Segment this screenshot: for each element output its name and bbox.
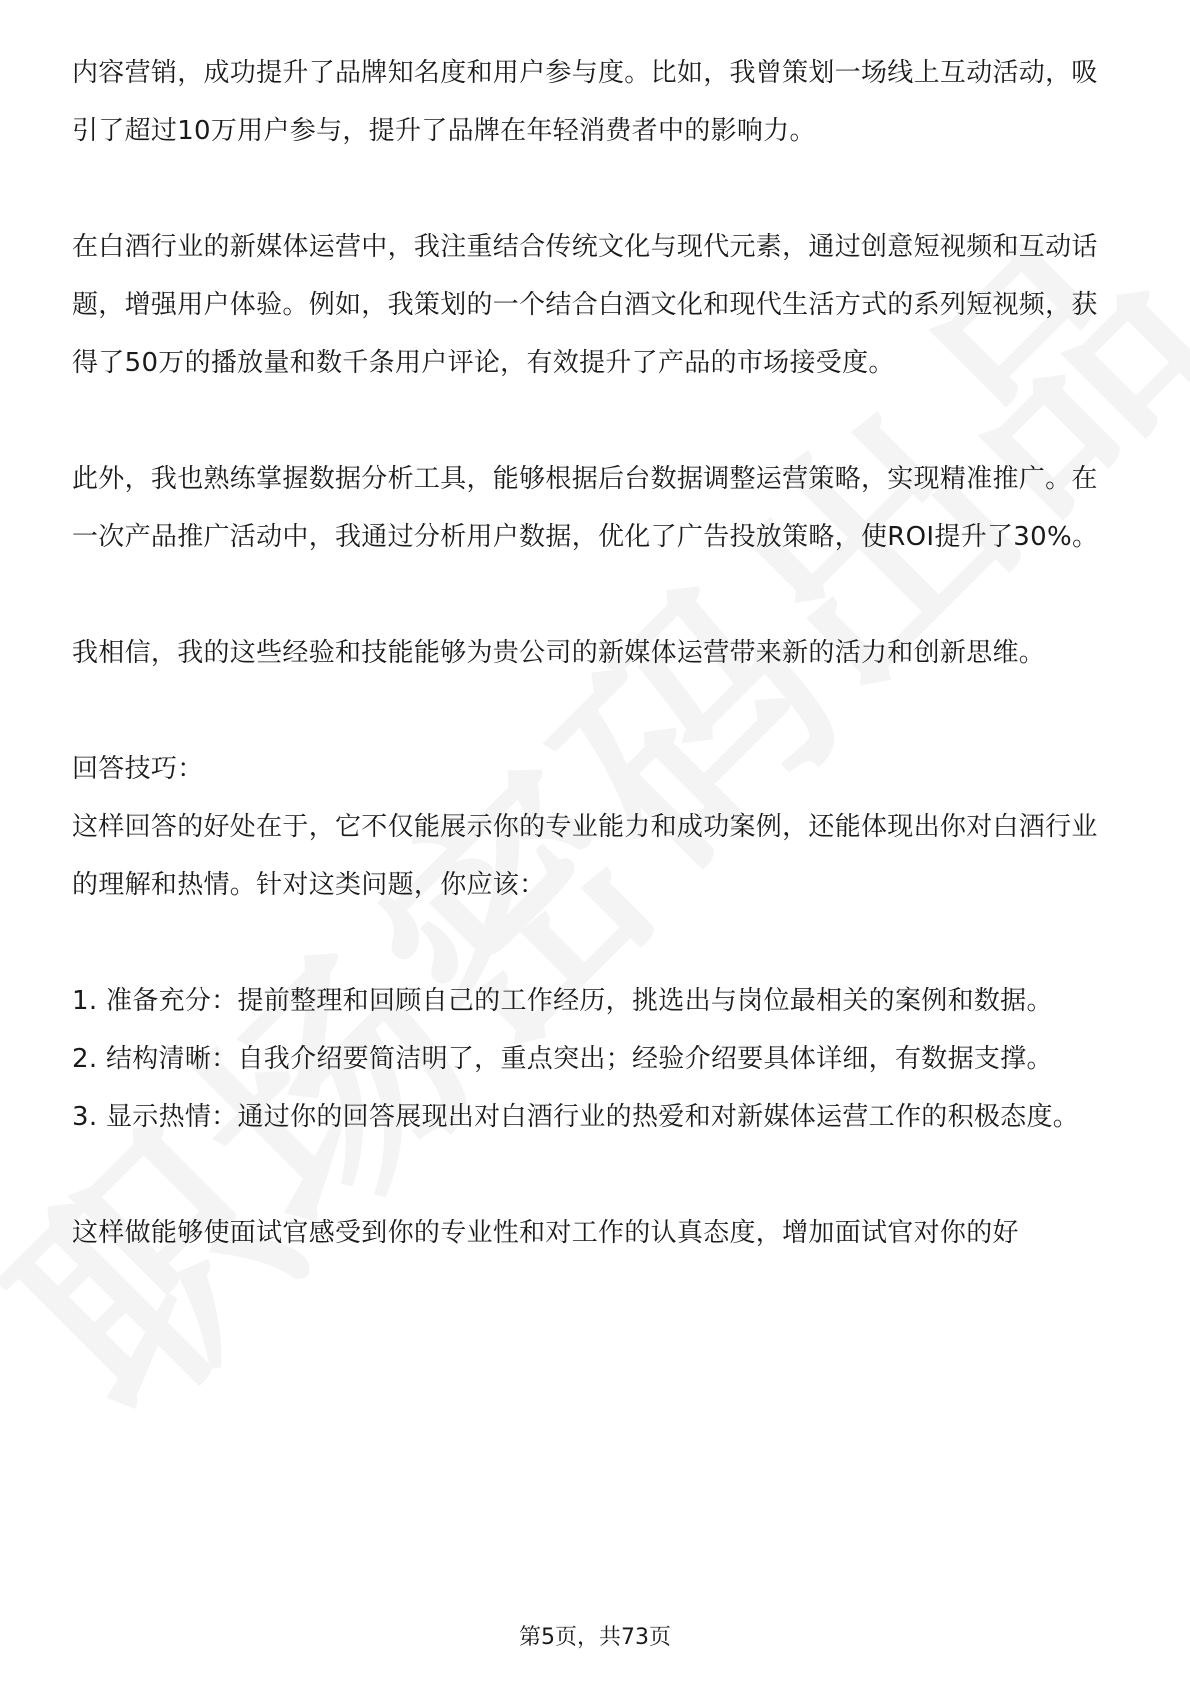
tip-item: 1. 准备充分：提前整理和回顾自己的工作经历，挑选出与岗位最相关的案例和数据。 [72, 986, 1053, 1016]
page-content [72, 44, 1120, 1262]
page-number: 第5页，共73页 [519, 1625, 671, 1650]
tip-item: 2. 结构清晰：自我介绍要简洁明了，重点突出；经验介绍要具体详细，有数据支撑。 [72, 1044, 1053, 1074]
tip-item: 3. 显示热情：通过你的回答展现出对白酒行业的热爱和对新媒体运营工作的积极态度。 [72, 1102, 1080, 1132]
paragraph-data-analysis: 此外，我也熟练掌握数据分析工具，能够根据后台数据调整运营策略，实现精准推广。在一次产品推广活动中，我通过分析用户数据，优化了广告投放策略，使ROI提升了30%。 [72, 464, 1099, 552]
tips-heading: 回答技巧： [72, 754, 204, 784]
paragraph-content-marketing: 内容营销，成功提升了品牌知名度和用户参与度。比如，我曾策划一场线上互动活动，吸引了超过10万用户参与，提升了品牌在年轻消费者中的影响力。 [72, 58, 1098, 146]
paragraph-belief: 我相信，我的这些经验和技能能够为贵公司的新媒体运营带来新的活力和创新思维。 [72, 638, 1046, 668]
tips-closing: 这样做能够使面试官感受到你的专业性和对工作的认真态度，增加面试官对你的好 [72, 1218, 1019, 1248]
tips-intro: 这样回答的好处在于，它不仅能展示你的专业能力和成功案例，还能体现出你对白酒行业的理解和热情。针对这类问题，你应该： [72, 812, 1098, 900]
paragraph-baijiu-operations: 在白酒行业的新媒体运营中，我注重结合传统文化与现代元素，通过创意短视频和互动话题，增强用户体验。例如，我策划的一个结合白酒文化和现代生活方式的系列短视频，获得了50万的播放量和数千条用户评论，有效提升了产品的市场接受度。 [72, 232, 1098, 378]
